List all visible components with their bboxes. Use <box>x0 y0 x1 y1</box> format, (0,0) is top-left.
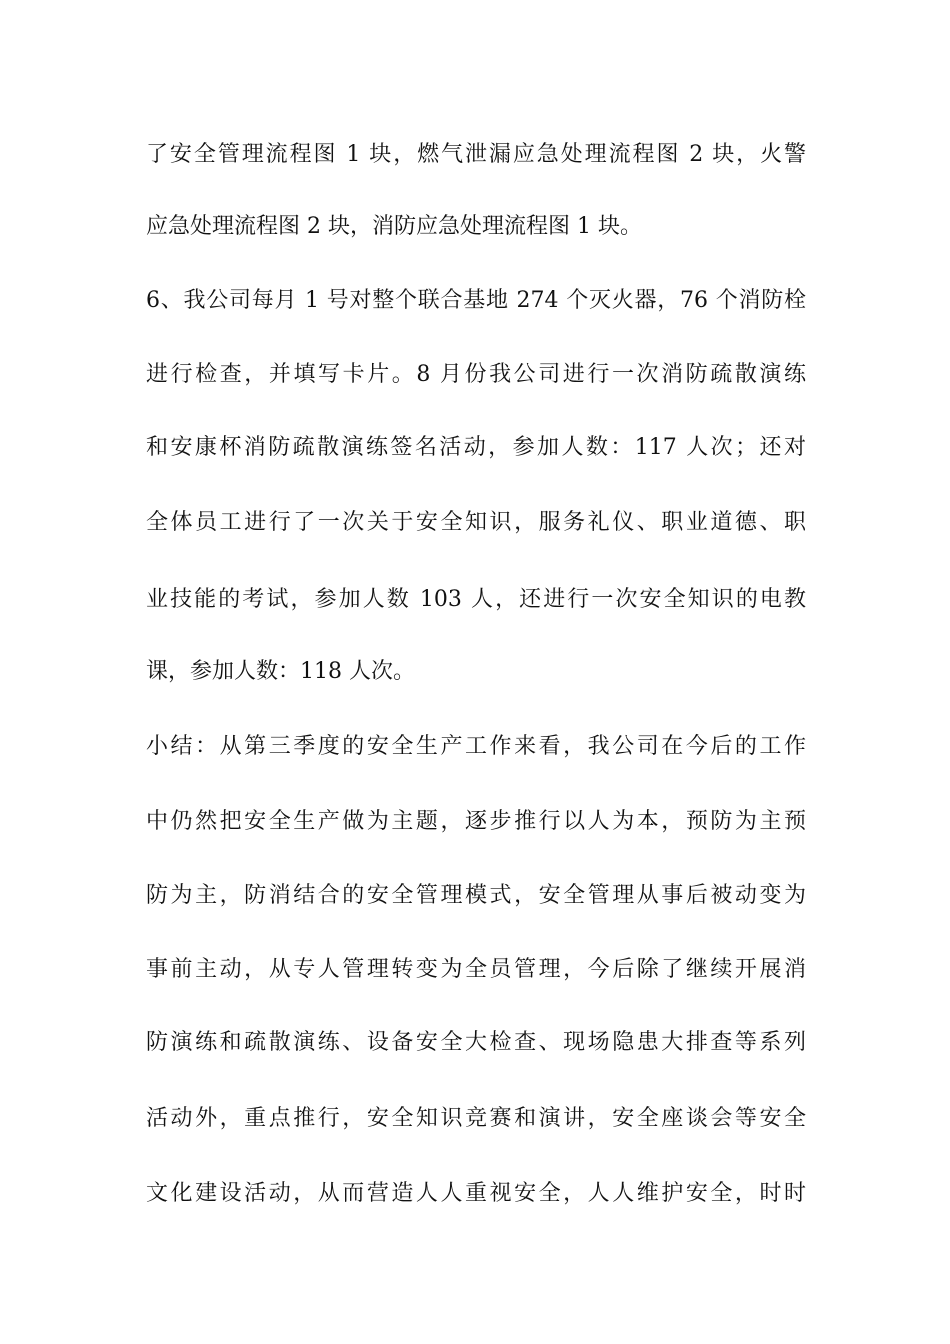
text-line: 应急处理流程图 2 块，消防应急处理流程图 1 块。 <box>146 214 642 239</box>
text-line: 中仍然把安全生产做为主题，逐步推行以人为本，预防为主预 <box>146 809 806 834</box>
text-line: 6、我公司每月 1 号对整个联合基地 274 个灭火器，76 个消防栓 <box>146 288 806 313</box>
text-line: 事前主动，从专人管理转变为全员管理，今后除了继续开展消 <box>146 957 806 982</box>
text-line: 和安康杯消防疏散演练签名活动，参加人数：117 人次；还对 <box>146 435 806 460</box>
text-line: 小结：从第三季度的安全生产工作来看，我公司在今后的工作 <box>146 734 806 759</box>
text-line: 进行检查，并填写卡片。8 月份我公司进行一次消防疏散演练 <box>146 362 806 387</box>
text-line: 防为主，防消结合的安全管理模式，安全管理从事后被动变为 <box>146 883 806 908</box>
text-line: 了安全管理流程图 1 块，燃气泄漏应急处理流程图 2 块，火警 <box>146 142 806 167</box>
text-line: 防演练和疏散演练、设备安全大检查、现场隐患大排查等系列 <box>146 1030 806 1055</box>
text-line: 活动外，重点推行，安全知识竞赛和演讲，安全座谈会等安全 <box>146 1106 806 1131</box>
text-line: 业技能的考试，参加人数 103 人，还进行一次安全知识的电教 <box>146 587 806 612</box>
text-line: 文化建设活动，从而营造人人重视安全，人人维护安全，时时 <box>146 1181 806 1206</box>
text-line: 课，参加人数：118 人次。 <box>146 659 415 684</box>
text-line: 全体员工进行了一次关于安全知识，服务礼仪、职业道德、职 <box>146 510 806 535</box>
